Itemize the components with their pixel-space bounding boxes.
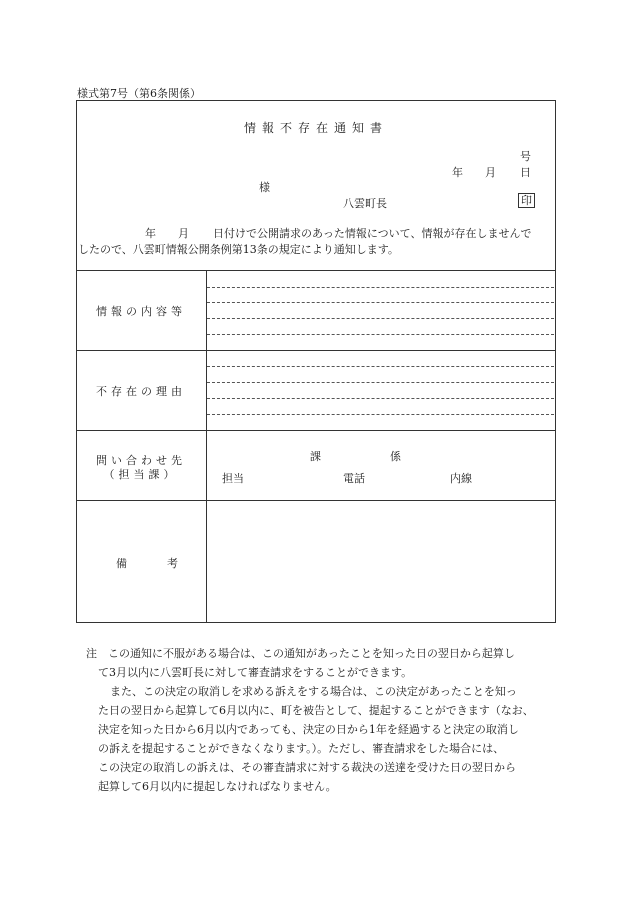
contact-section-label: 課 [310,450,321,463]
footnote-line: 決定を知った日から6月以内であっても、決定の日から1年を経過すると決定の取消し [98,723,519,736]
number-label: 号 [520,150,531,163]
content-label: 情報の内容等 [96,305,186,318]
reason-line [207,414,554,415]
row-divider [76,500,556,501]
body-text-line1: 日付けで公開請求のあった情報について、情報が存在しませんで [213,227,532,240]
notice-footnote [86,644,556,796]
form-number-label: 様式第7号（第6条関係） [77,87,201,100]
issuer-name: 八雲町長 [343,197,387,210]
contact-person-label: 担当 [222,472,244,485]
footnote-line: この決定の取消しの訴えは、その審査請求に対する裁決の送達を受けた日の翌日から [98,761,516,774]
footnote-line: また、この決定の取消しを求める訴えをする場合は、この決定があったことを知っ [110,685,517,698]
notice-form-frame [76,100,556,623]
content-line [207,334,554,335]
reason-line [207,366,554,367]
contact-sublabel: （担当課） [103,468,179,481]
date-day-label: 日 [520,166,531,179]
content-line [207,302,554,303]
addressee-suffix: 様 [259,181,270,194]
row-divider [76,270,556,271]
reason-label: 不存在の理由 [96,385,186,398]
footnote-line: の訴えを提起することができなくなります。）。ただし、審査請求をした場合には、 [98,742,505,755]
content-line [207,287,554,288]
seal-mark: 印 [518,193,535,208]
reason-line [207,382,554,383]
contact-extension-label: 内線 [450,472,472,485]
row-divider [76,430,556,431]
body-month-label: 月 [178,227,189,240]
footnote-line: 注 この通知に不服がある場合は、この通知があったことを知った日の翌日から起算し [86,647,515,660]
body-year-label: 年 [145,227,156,240]
contact-phone-label: 電話 [343,472,365,485]
body-text-line2: したので、八雲町情報公開条例第13条の規定により通知します。 [78,243,399,256]
footnote-line: て3月以内に八雲町長に対して審査請求をすることができます。 [98,666,413,679]
contact-label: 問い合わせ先 [96,454,186,467]
date-year-label: 年 [452,166,463,179]
contact-unit-label: 係 [390,450,401,463]
date-month-label: 月 [485,166,496,179]
reason-line [207,398,554,399]
footnote-line: た日の翌日から起算して6月以内に、町を被告として、提起することができます（なお、 [98,704,534,717]
remarks-label: 備考 [116,557,218,570]
content-line [207,318,554,319]
footnote-line: 起算して6月以内に提起しなければなりません。 [98,780,337,793]
document-title: 情報不存在通知書 [243,121,388,135]
row-divider [76,350,556,351]
